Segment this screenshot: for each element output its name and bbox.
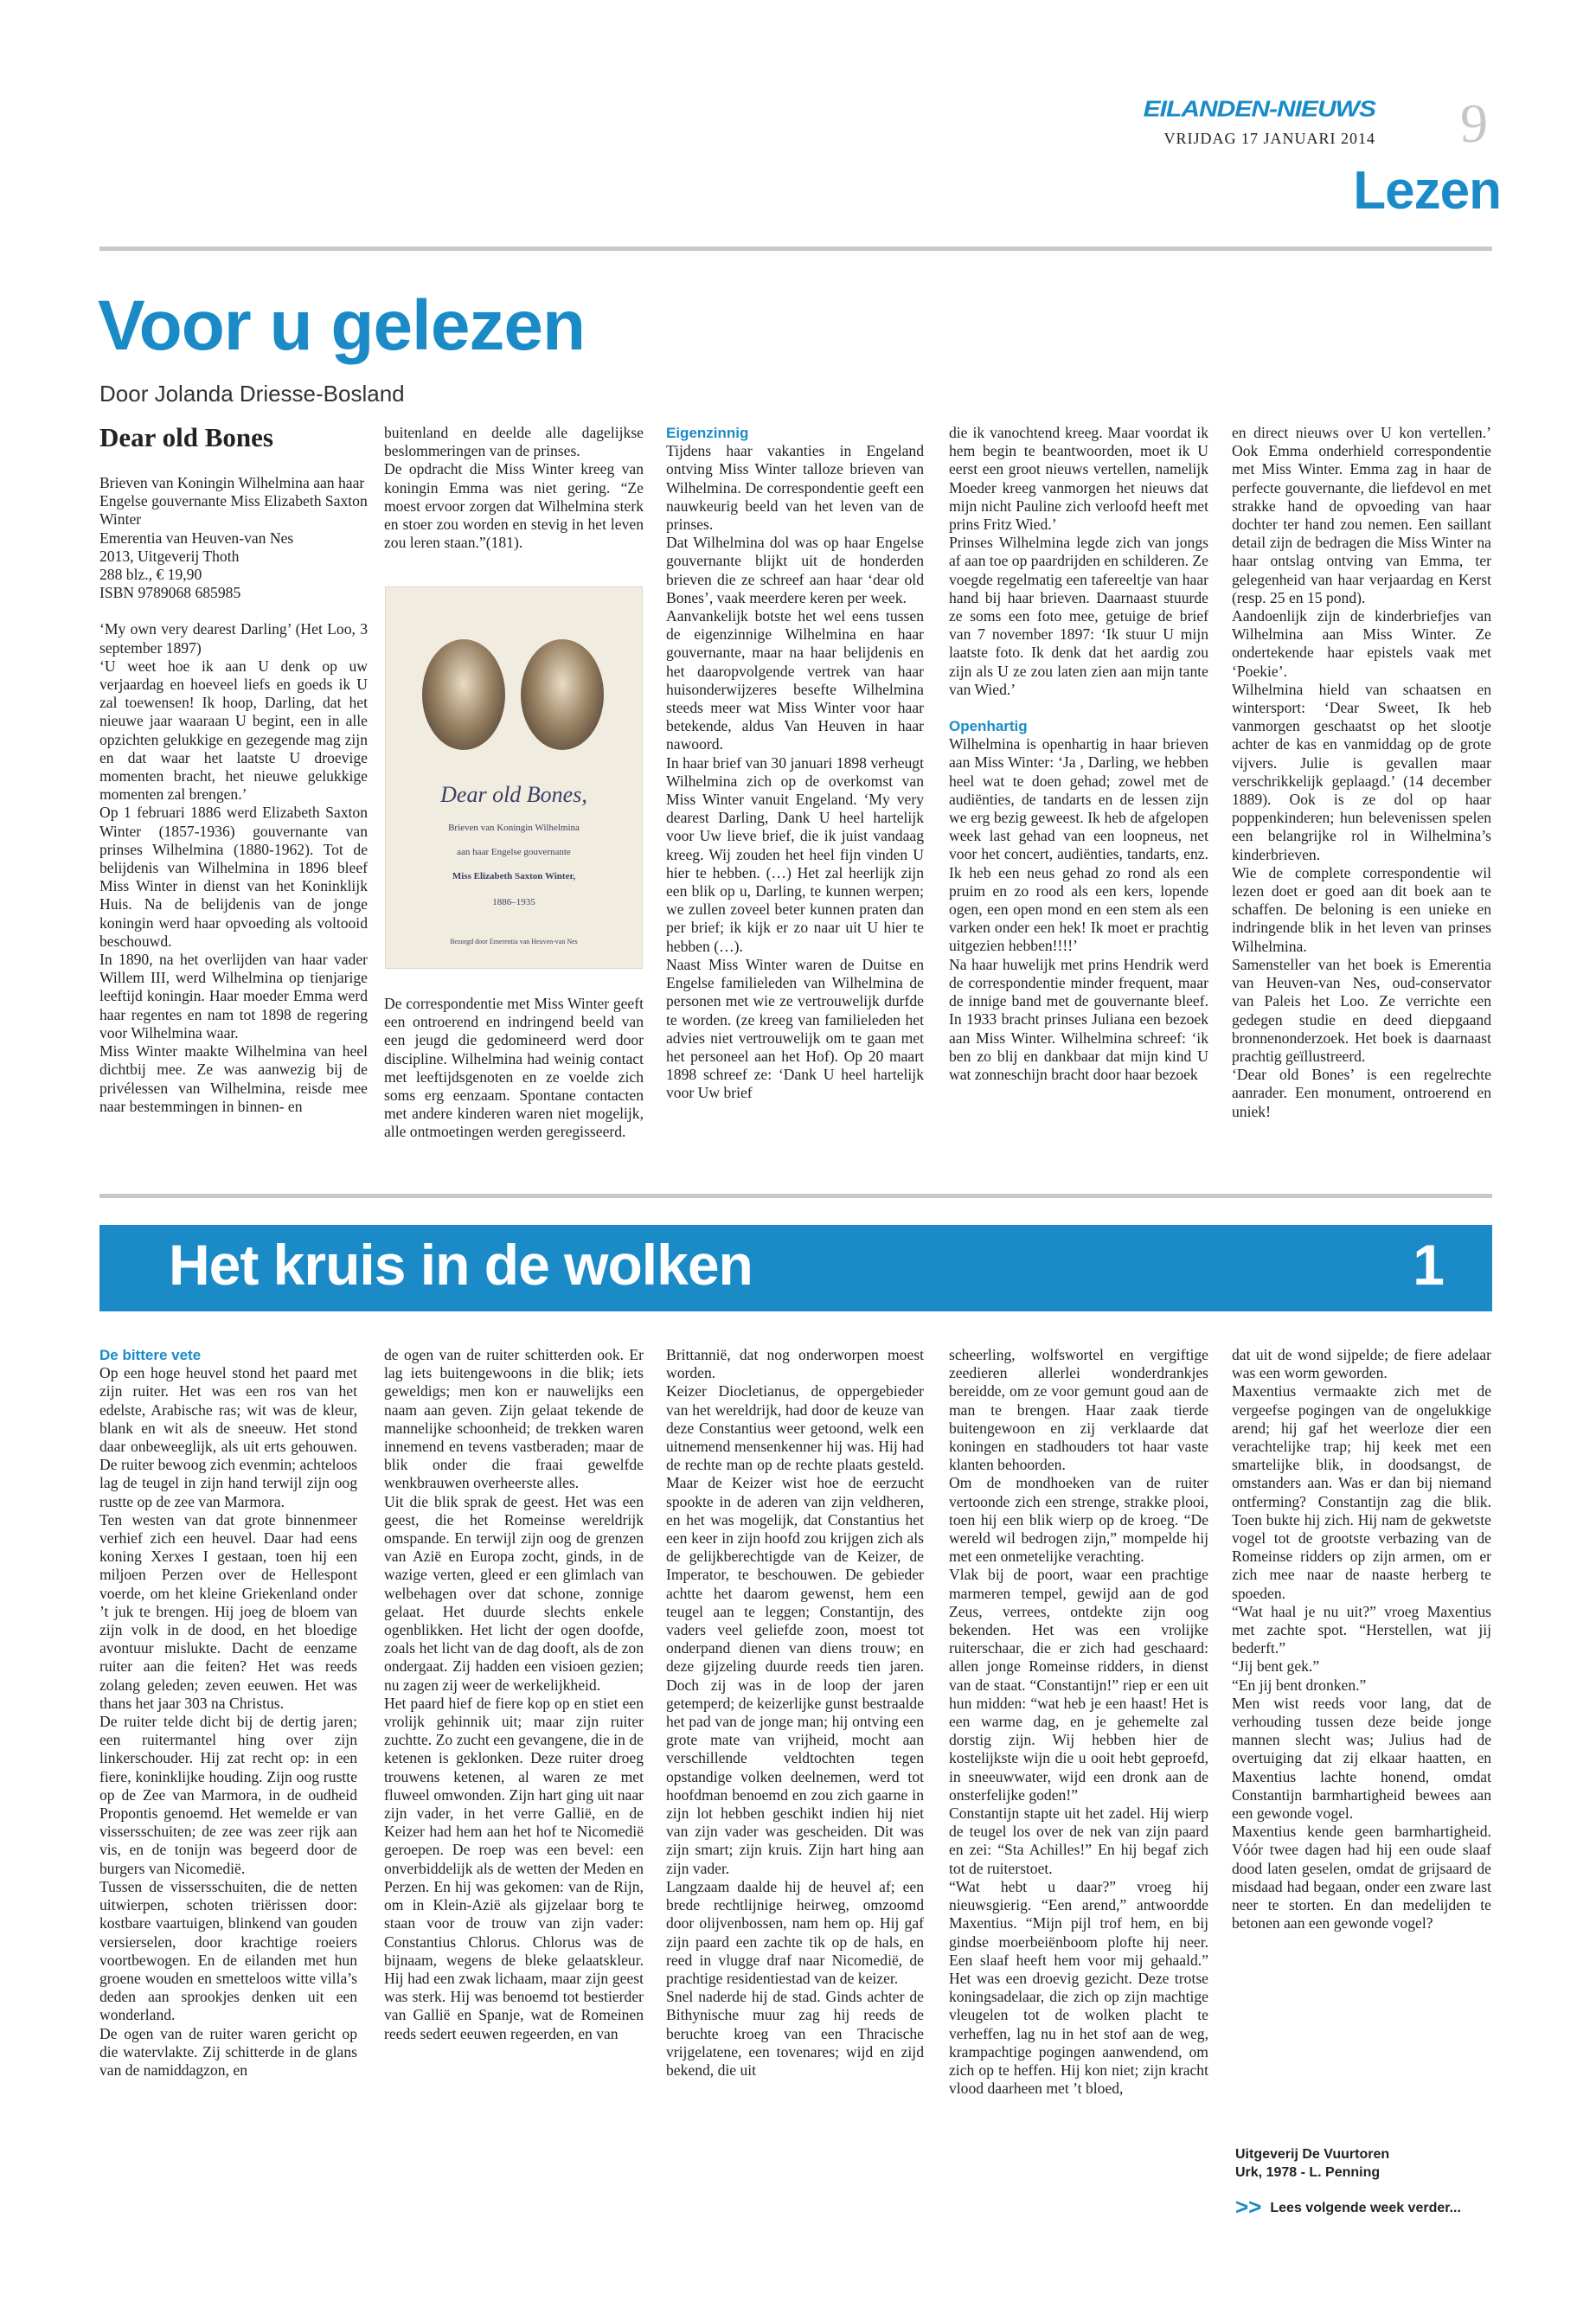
cover-line: Miss Elizabeth Saxton Winter, xyxy=(452,871,576,881)
publisher-line: Urk, 1978 - L. Penning xyxy=(1235,2165,1381,2180)
paragraph: Het paard hief de fiere kop op en stiet een vrolijk gehinnik uit; maar zijn ruiter zuchtte. Zo zucht een gevangene, die in de ketenen is geklonken. Deze ruiter droeg trouwens ketenen, al waren ze met fluweel omwonden. Zijn hart ging uit naar zijn vader, in het verre Gallië, en de Keizer had hem aan het hof te Nicomedië geroepen. De roep was een bevel: een onverbiddelijk als de wetten der Meden en Perzen. En hij was gekomen: van de Rijn, om in Klein-Azië als gijzelaar borg te staan voor de trouw van zijn vader: Constantius Chlorus. Chlorus was de bijnaam, wegens de bleke gelaatskleur. Hij had een zwak lichaam, maar zijn geest was sterk. Hij was benoemd tot bestierder van Gallië en Spanje, wat de Romeinen reeds sedert eeuwen regeerden, en van xyxy=(384,1694,644,2042)
paragraph: Wilhelmina hield van schaatsen en wintersport: ‘Dear Sweet, Ik heb vanmorgen geschaatst op het slootje achter de kas en vanmiddag op de grote vijvers. Julie is gevallen maar verschrikkelijk geplaagd.’ (14 december 1889). Ook is ze dol op haar poppenkinderen; hun belevenissen spelen een belangrijke rol in Wilhelmina’s kinderbrieven. xyxy=(1232,680,1491,863)
paragraph: de ogen van de ruiter schitterden ook. Er lag iets buitengewoons in die blik; iets geweldigs; men kon er nauwelijks een naam aan geven. Zijn gelaat tekende de mannelijke schoonheid; de trekken waren innemend en tevens vastberaden; maar de blik onder die fraai gewelfde wenkbrauwen overheerste alles. xyxy=(384,1346,644,1492)
masthead-logo: EILANDEN-NIEUWS xyxy=(1143,97,1375,122)
paragraph: In 1890, na het overlijden van haar vader Willem III, werd Wilhelmina op tienjarige leeftijd koningin. Haar moeder Emma werd haar regentes en nam tot 1898 de regering voor Wilhelmina waar. xyxy=(99,951,368,1042)
article-column-5 xyxy=(1232,424,1491,1121)
article-headline: Voor u gelezen xyxy=(98,286,586,365)
paragraph: Samensteller van het boek is Emerentia van Heuven-van Nes, oud-conservator van Paleis het Loo. Ze verrichte een gedegen studie en deed diepgaand bronnenonderzoek. Het boek is daarnaast prachtig geïllustreerd. xyxy=(1232,955,1491,1065)
paragraph: ‘Dear old Bones’ is een regelrechte aanrader. Een monument, ontroerend en uniek! xyxy=(1232,1066,1491,1120)
article-column-2-bottom xyxy=(384,995,644,1142)
paragraph: Aandoenlijk zijn de kinderbriefjes van Wilhelmina aan Miss Winter. Ze ondertekende haar epistels vaak met ‘Poekie’. xyxy=(1232,607,1491,680)
header-rule xyxy=(99,247,1492,251)
subhead-eigenzinnig: Eigenzinnig xyxy=(666,425,749,441)
paragraph: scheerling, wolfswortel en vergiftige zeedieren allerlei wonderdrankjes bereidde, om ze voor gemunt goud aan de man te brengen. Haar zaak tierde buitengewoon en zij verklaarde dat koningen en stadhouders tot haar vaste klanten behoorden. xyxy=(949,1346,1208,1474)
cover-line: Brieven van Koningin Wilhelmina xyxy=(448,823,580,833)
paragraph: Prinses Wilhelmina legde zich van jongs af aan toe op paardrijden en schilderen. Ze voegde regelmatig een tafereeltje van haar hand bij haar brieven. Daarnaast stuurde ze soms een foto mee, getuige de brief van 7 november 1897: ‘Ik stuur U mijn laatste foto. Ik denk dat het aardig zou zijn als U ze zou laten zien aan mijn tante van Wied.’ xyxy=(949,534,1208,698)
paragraph: Maxentius kende geen barmhartigheid. Vóór twee dagen had hij een oude slaaf dood laten geselen, omdat de grijsaard de misdaad had begaan, onder een zware last neer te storten. En dan medelijden te betonen aan een gewonde vogel? xyxy=(1232,1823,1491,1932)
book-cover-image xyxy=(385,586,643,969)
serial-column-1 xyxy=(99,1346,357,2080)
paragraph: Aanvankelijk botste het wel eens tussen de eigenzinnige Wilhelmina en haar gouvernante, maar na haar belijdenis en het daaropvolgende vertrek van haar huisonderwijzeres besefte Wilhelmina steeds meer wat Miss Winter voor haar betekende, aldus Van Heuven in haar nawoord. xyxy=(666,607,924,753)
paragraph: Men wist reeds voor lang, dat de verhouding tussen deze beide jonge mannen slecht was; Julius had de overtuiging dat zij elkaar haatten, en Maxentius lachte honend, omdat Constantijn barmhartigheid bewees aan een gewonde vogel. xyxy=(1232,1694,1491,1823)
section-title: Lezen xyxy=(1353,161,1501,221)
serial-column-4 xyxy=(949,1346,1208,2098)
cover-title: Dear old Bones, xyxy=(440,782,587,807)
paragraph: ‘My own very dearest Darling’ (Het Loo, 3 september 1897) xyxy=(99,620,368,657)
article-byline: Door Jolanda Driesse-Bosland xyxy=(99,381,405,407)
paragraph: In haar brief van 30 januari 1898 verheugt Wilhelmina zich op de overkomst van Miss Winter vanuit Engeland. ‘My very dearest Darling, Dank U heel hartelijk voor Uw lieve brief, die ik juist vandaag kreeg. Wij zouden het heel fijn vinden U hier te hebben. (…) Het zal heerlijk zijn een blik op u, Darling, te kunnen werpen; we zullen zoveel beter kunnen praten dan per brief; ik kijk er zo naar uit U hier te hebben (…). xyxy=(666,753,924,955)
paragraph: Keizer Diocletianus, de oppergebieder van het wereldrijk, had door de keuze van deze Constantius weer getoond, welk een uitnemend mensenkenner hij was. Hij had de rechte man op de rechte plaats gesteld. Maar de Keizer wist hoe de eerzucht spookte in de aderen van zijn veldheren, en het was mogelijk, dat Constantius het een keer in zijn hoofd zou krijgen zich als de gelijkberechtigde van de Keizer, de Imperator, te beschouwen. De gebieder achtte het daarom gewenst, hem een teugel aan te leggen; Constantijn, des vaders veel geliefde zoon, moest tot onderpand dienen van diens trouw; en deze gijzeling duurde reeds tien jaren. Doch zij was in de loop der jaren getemperd; de keizerlijke gunst bestraalde het pad van de jonge man; hij ontving een grote mate van vrijheid, mocht aan verschillende veldtochten tegen opstandige volken deelnemen, werd tot hoofdman benoemd en zou zich gaarne in zijn lot hebben geschikt indien hij niet van zijn vader was gescheiden. Dit was zijn smart; zijn kruis. Zijn hart hing aan zijn vader. xyxy=(666,1382,924,1877)
cover-line: 1886–1935 xyxy=(492,897,535,907)
paragraph: Miss Winter maakte Wilhelmina van heel dichtbij mee. Ze was aanwezig bij de privélessen van Wilhelmina, reisde mee naar bestemmingen in binnen- en xyxy=(99,1042,368,1115)
paragraph: dat uit de wond sijpelde; de fiere adelaar was een worm geworden. xyxy=(1232,1346,1491,1382)
book-info-line: Brieven van Koningin Wilhelmina aan haar Engelse gouvernante Miss Elizabeth Saxton Winter xyxy=(99,474,368,529)
paragraph: Uit die blik sprak de geest. Het was een geest, die het Romeinse wereldrijk omspande. En terwijl zijn oog de grenzen van Azië en Europa zocht, ginds, in de wazige verten, gleed er een glimlach van welbehagen over dat schone, zonnige gelaat. Het duurde slechts enkele ogenblikken. Het licht der ogen doofde, zoals het licht van de dag dooft, als de zon ondergaat. Zij hadden een visioen gezien; nu zagen zij weer de werkelijkheid. xyxy=(384,1492,644,1694)
continued-text: Lees volgende week verder... xyxy=(1270,2201,1461,2215)
article-column-2-top xyxy=(384,424,644,552)
paragraph: De opdracht die Miss Winter kreeg van koningin Emma was niet gering. “Ze moest ervoor zorgen dat Wilhelmina sterk en stoer zou worden en stevig in het leven zou leren staan.”(181). xyxy=(384,460,644,552)
serial-column-3 xyxy=(666,1346,924,2080)
article-column-3 xyxy=(666,424,924,1103)
paragraph: “Wat haal je nu uit?” vroeg Maxentius met zachte spot. “Herstellen, wat jij bederft.” xyxy=(1232,1602,1491,1657)
paragraph: Op een hoge heuvel stond het paard met zijn ruiter. Het was een ros van het edelste, Arabische ras; wit was de kleur, blank en wit als de sneeuw. Het stond daar onbeweeglijk, als uit erts gehouwen. De ruiter bewoog zich evenmin; achteloos lag de teugel in zijn hand terwijl zijn oog rustte op de zee van Marmora. xyxy=(99,1364,357,1510)
book-info-line: ISBN 9789068 685985 xyxy=(99,584,241,602)
paragraph: Brittannië, dat nog onderworpen moest worden. xyxy=(666,1346,924,1382)
paragraph: Maxentius vermaakte zich met de vergeefse pogingen van de ongelukkige arend; hij gaf het weerloze dier een verachtelijke trap; hij keek met een smartelijke blik, in doodsangst, de omstanders aan. Was er dan bij niemand ontferming? Constantijn zag die blik. Toen bukte hij zich. Hij nam de gekwetste vogel tot de grootste verbazing van de Romeinse ridders op zijn armen, om er zich mee naar de naaste herberg te spoeden. xyxy=(1232,1382,1491,1602)
article-column-1 xyxy=(99,422,368,1116)
paragraph: Ten westen van dat grote binnenmeer verhief zich een heuvel. Daar had eens koning Xerxes I gestaan, toen hij een miljoen Perzen over de Hellespont voerde, om het kleine Griekenland onder ’t juk te brengen. Hij joeg de bloem van zijn volk in de dood, en het bloedige avontuur mislukte. Dacht de eenzame ruiter aan die feiten? Het was reeds zolang geleden; zeven eeuwen. Het was thans het jaar 303 na Christus. xyxy=(99,1510,357,1712)
subhead-openhartig: Openhartig xyxy=(949,718,1028,735)
section-rule xyxy=(99,1194,1492,1198)
paragraph: ‘U weet hoe ik aan U denk op uw verjaardag en hoeveel liefs en goeds ik U zal toewensen! Ik hoop, Darling, dat het nieuwe jaar waaraan U begint, een in alle opzichten gelukkige en gezegende mag zijn en dat waar het laatste U droevige momenten bracht, het nieuwe gelukkige momenten zal brengen.’ xyxy=(99,657,368,804)
publisher-credit xyxy=(1235,2145,1389,2182)
paragraph: Wilhelmina is openhartig in haar brieven aan Miss Winter: ‘Ja , Darling, we hebben heel wat te doen gehad; zowel met de audiënties, de tandarts en de lessen zijn we erg bezig geweest. Ik heb de afgelopen week last gehad van een loopneus, net voor het concert, audiënties, tandarts, enz. Ik heb een neus gehad zo rond als een pruim en zo rood als een kers, lopende ogen, een open mond en een stem als een varken onder een hek! Ik moet er prachtig uitgezien hebben!!!!’ xyxy=(949,735,1208,955)
cover-line: Bezorgd door Emerentia van Heuven-van Nes xyxy=(450,938,578,945)
episode-number: 1 xyxy=(1413,1233,1445,1297)
subhead-bittere-vete: De bittere vete xyxy=(99,1347,202,1363)
cover-line: aan haar Engelse gouvernante xyxy=(457,847,571,857)
book-info-line: 288 blz., € 19,90 xyxy=(99,566,202,584)
book-title: Dear old Bones xyxy=(99,422,273,452)
paragraph: Tussen de vissersschuiten, die de netten uitwierpen, schoten triërissen door: kostbare vaartuigen, blinkend van gouden versierselen, door krachtige roeiers voortbewogen. En de eilanden met hun groene wouden en smetteloos witte villa’s deden aan sprookjes denken uit een wonderland. xyxy=(99,1877,357,2024)
paragraph: De correspondentie met Miss Winter geeft een ontroerend en indringend beeld van een jeugd die gedomineerd werd door discipline. Wilhelmina had weinig contact met leeftijdsgenoten en ze voelde zich soms erg eenzaam. Spontane contacten met andere kinderen waren niet mogelijk, alle ontmoetingen werden geregisseerd. xyxy=(384,995,644,1141)
paragraph: De ruiter telde dicht bij de dertig jaren; een ruitermantel hing over zijn linkerschouder. Hij zat recht op: in een fiere, koninklijke houding. Zijn oog rustte op de Zee van Marmora, in de oudheid Propontis genoemd. Het wemelde er van vissersschuiten; de zee was zeer rijk aan vis, en de tonijn was begeerd door de burgers van Nicomedië. xyxy=(99,1713,357,1877)
paragraph: “Jij bent gek.” xyxy=(1232,1657,1320,1676)
book-info-line: Emerentia van Heuven-van Nes xyxy=(99,529,294,547)
double-arrow-icon: >> xyxy=(1235,2194,1262,2220)
publisher-line: Uitgeverij De Vuurtoren xyxy=(1235,2147,1390,2162)
paragraph: “En jij bent dronken.” xyxy=(1232,1676,1367,1694)
page-number: 9 xyxy=(1460,93,1488,154)
paragraph: De ogen van de ruiter waren gericht op die watervlakte. Zij schitterde in de glans van de namiddagzon, en xyxy=(99,2024,357,2079)
article-column-4 xyxy=(949,424,1208,1084)
portrait-left xyxy=(422,639,505,750)
paragraph: Snel naderde hij de stad. Ginds achter de Bithynische muur zag hij reeds de beruchte kroeg van een Thracische vrijgelatene, een tovenares; wijd en zijd bekend, die uit xyxy=(666,1988,924,2079)
serial-banner xyxy=(99,1225,1492,1311)
paragraph: Langzaam daalde hij de heuvel af; een brede rechtlijnige heirweg, omzoomd door olijvenbossen, nam hem op. Hij gaf zijn paard een zachte tik op de hals, en reed in vlugge draf naar Nicomedië, de prachtige residentiestad van de keizer. xyxy=(666,1877,924,1987)
issue-date: VRIJDAG 17 JANUARI 2014 xyxy=(1163,130,1375,147)
serial-title: Het kruis in de wolken xyxy=(169,1233,753,1297)
paragraph: Naast Miss Winter waren de Duitse en Engelse familieleden van Wilhelmina de personen met wie ze vertrouwelijk durfde te worden. (ze kreeg van familieleden het advies niet vertrouwelijk om te gaan met het personeel aan het Hof). Op 20 maart 1898 schreef ze: ‘Dank U heel hartelijk voor Uw brief xyxy=(666,955,924,1102)
paragraph: Om de mondhoeken van de ruiter vertoonde zich een strenge, strakke plooi, toen hij een blik wierp op de kroeg. “De wereld wil bedrogen zijn,” mompelde hij met een onmetelijke verachting. xyxy=(949,1474,1208,1566)
paragraph: buitenland en deelde alle dagelijkse beslommeringen van de prinses. xyxy=(384,424,644,460)
portrait-right xyxy=(521,639,604,750)
paragraph: en direct nieuws over U kon vertellen.’ Ook Emma onderhield correspondentie met Miss Winter. Emma zag in haar de perfecte gouvernante, die liefdevol en met strakke hand de opvoeding van haar dochter ter hand zou nemen. Een saillant detail zijn de bedragen die Miss Winter na haar ontslag ontving van Emma, ter gelegenheid van haar verjaardag en Kerst (resp. 25 en 15 pond). xyxy=(1232,424,1491,606)
paragraph: Tijdens haar vakanties in Engeland ontving Miss Winter talloze brieven van Wilhelmina. De correspondentie geeft een nauwkeurig beeld van het leven van de prinses. xyxy=(666,442,924,534)
paragraph: Vlak bij de poort, waar een prachtige marmeren tempel, gewijd aan de god Zeus, verrees, ontdekte zijn oog bekenden. Het was een vrolijke ruiterschaar, die er zich had geschaard: allen jonge Romeinse ridders, in dienst van de staat. “Constantijn!” riep er een uit hun midden: “wat heb je een haast! Het is een warme dag, en je gehemelte zal dorstig zijn. Wij hebben hier de kostelijkste wijn die u ooit hebt geproefd, in sneeuwwater, wijd een dronk aan de onsterfelijke goden!” xyxy=(949,1566,1208,1804)
paragraph: Constantijn stapte uit het zadel. Hij wierp de teugel los over de nek van zijn paard en zei: “Sta Achilles!” En hij begaf zich tot de ruiterstoet. xyxy=(949,1804,1208,1877)
serial-column-5 xyxy=(1232,1346,1491,1933)
paragraph: Dat Wilhelmina dol was op haar Engelse gouvernante blijkt uit de honderden brieven die ze schreef aan haar ‘dear old Bones’, vaak meerdere keren per week. xyxy=(666,534,924,606)
book-info-line: 2013, Uitgeverij Thoth xyxy=(99,547,240,565)
paragraph: Wie de complete correspondentie wil lezen doet er goed aan dit boek aan te schaffen. De beloning is een unieke en indringende blik in het leven van prinses Wilhelmina. xyxy=(1232,863,1491,955)
continued-notice xyxy=(1235,2194,1461,2221)
serial-column-2 xyxy=(384,1346,644,2043)
paragraph: Na haar huwelijk met prins Hendrik werd de correspondentie minder frequent, maar de innige band met de gouvernante bleef. In 1933 bracht prinses Juliana een bezoek aan Miss Winter. Wilhelmina schreef: ‘ik ben zo blij en dankbaar dat mijn kind U wat zonneschijn bracht door haar bezoek xyxy=(949,955,1208,1083)
paragraph: Op 1 februari 1886 werd Elizabeth Saxton Winter (1857-1936) gouvernante van prinses Wilhelmina (1880-1962). Tot de belijdenis van Wilhelmina in 1896 bleef Miss Winter in dienst van het Koninklijk Huis. Na de belijdenis van de jonge koningin werd haar opvoeding als voltooid beschouwd. xyxy=(99,804,368,950)
paragraph: “Wat hebt u daar?” vroeg hij nieuwsgierig. “Een arend,” antwoordde Maxentius. “Mijn pijl trof hem, en bij gindse moerbeiënboom plofte hij neer. Een slaaf heeft hem voor mij gehaald.” Het was een droevig gezicht. Deze trotse koningsadelaar, die zich op zijn machtige vleugelen tot de wolken placht te verheffen, lag nu in het stof aan de weg, krampachtige pogingen aanwendend, om zich op te heffen. Hij kon niet; zijn kracht vlood daarheen met ’t bloed, xyxy=(949,1877,1208,2098)
paragraph: die ik vanochtend kreeg. Maar voordat ik hem begin te beantwoorden, moet ik U eerst een groot nieuws vertellen, namelijk Moeder kreeg vanmorgen het nieuws dat mijn nicht Pauline zich verloofd heeft met prins Fritz Wied.’ xyxy=(949,424,1208,534)
